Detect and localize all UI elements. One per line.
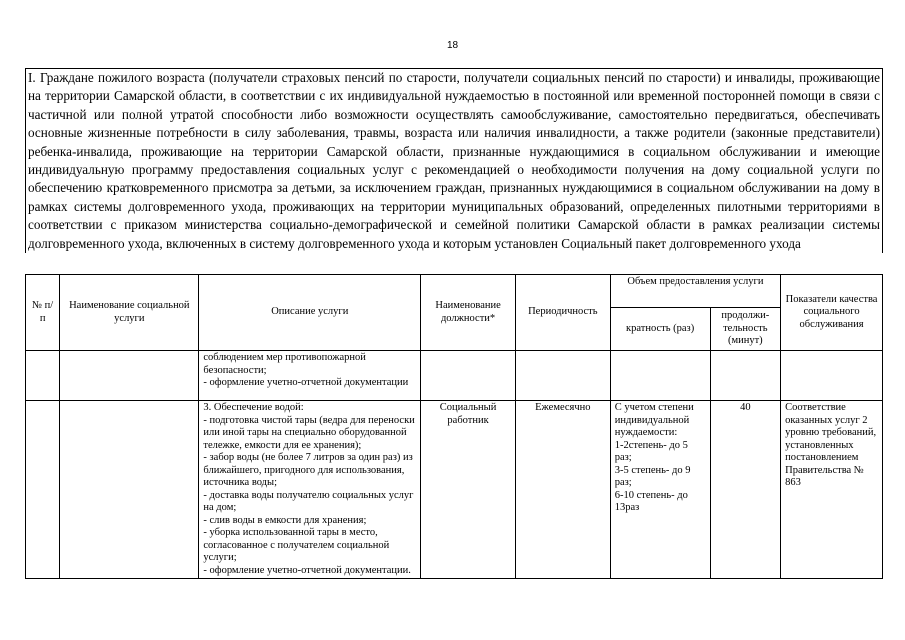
description-line: 3. Обеспечение водой: xyxy=(203,402,304,413)
table-row xyxy=(26,351,883,401)
cell-duration: 40 xyxy=(710,401,781,579)
table-row xyxy=(26,401,883,579)
cell-description xyxy=(199,401,421,579)
cell-duration xyxy=(710,351,781,401)
header-volume: Объем предоставления услуги xyxy=(610,275,780,308)
description-line: - подготовка чистой тары (ведра для переноски или иной тары на специально оборудованной тележке, емкости для ее хранения); xyxy=(203,414,415,451)
cell-service-name xyxy=(60,351,199,401)
header-periodicity: Периодичность xyxy=(515,275,610,351)
cell-service-name xyxy=(60,401,199,579)
description-line: - оформление учетно-отчетной документации xyxy=(203,377,409,388)
header-num: № п/п xyxy=(26,275,60,351)
frequency-line: 1-2степень- до 5 раз; xyxy=(614,439,688,463)
header-frequency: кратность (раз) xyxy=(610,308,710,351)
cell-position xyxy=(421,351,516,401)
description-line: - оформление учетно-отчетной документации. xyxy=(203,564,411,576)
description-line: - уборка использованной тары в место, согласованное с получателем социальной услуги; xyxy=(203,527,390,563)
cell-periodicity xyxy=(515,351,610,401)
header-position: Наименование должности* xyxy=(421,275,516,351)
description-line: - слив воды в емкости для хранения; xyxy=(203,514,367,526)
header-quality: Показатели качества социального обслуживания xyxy=(781,275,883,351)
cell-position: Социальный работник xyxy=(421,401,516,579)
frequency-line: С учетом степени индивидуальной нуждаемости: xyxy=(614,402,694,438)
frequency-line: 6-10 степень- до 13раз xyxy=(614,489,688,513)
description-line: соблюдением мер противопожарной безопасности; xyxy=(203,352,366,376)
cell-num xyxy=(26,401,60,579)
description-line: - доставка воды получателю социальных услуг на дом; xyxy=(203,489,414,513)
cell-quality: Соответствие оказанных услуг 2 уровню требований, установленных постановлением Правительства № 863 xyxy=(781,401,883,579)
frequency-line: 3-5 степень- до 9 раз; xyxy=(614,464,691,488)
cell-quality xyxy=(781,351,883,401)
cell-periodicity: Ежемесячно xyxy=(515,401,610,579)
cell-description xyxy=(199,351,421,401)
header-duration: продолжи-тельность (минут) xyxy=(710,308,781,351)
services-table xyxy=(25,274,883,579)
cell-frequency xyxy=(610,401,710,579)
header-service-name: Наименование социальной услуги xyxy=(60,275,199,351)
cell-num xyxy=(26,351,60,401)
header-description: Описание услуги xyxy=(199,275,421,351)
table-header-row xyxy=(26,275,883,308)
page-number: 18 xyxy=(446,40,459,51)
description-line: - забор воды (не более 7 литров за один раз) из ближайшего, пригодного для использования, источника воды; xyxy=(203,452,413,488)
category-description: I. Граждане пожилого возраста (получатели страховых пенсий по старости, получатели социальных пенсий по старости) и инвалиды, проживающие на территории Самарской области, в соответствии с их индивидуальной нуждаемостью в постоянной или временной посторонней помощи в связи с частичной или полной утратой способности либо возможности осуществлять самообслуживание, самостоятельно передвигаться, обеспечивать основные жизненные потребности в силу заболевания, травмы, возраста или наличия инвалидности, а также родители (законные представители) ребенка-инвалида, проживающие на территории Самарской области, признанные нуждающимися в социальном обслуживании и имеющие индивидуальную программу предоставления социальных услуг с рекомендацией о необходимости получения на дому социальной услуги по обеспечению кратковременного присмотра за детьми, за исключением граждан, признанных нуждающимися в социальном обслуживании на дому в рамках системы долговременного ухода, проживающих на территории муниципальных образований, определенных пилотными территориями в соответствии с приказом министерства социально-демографической и семейной политики Самарской области в рамках реализации системы долговременного ухода, включенных в систему долговременного ухода и которым установлен Социальный пакет долговременного ухода xyxy=(25,68,883,253)
cell-frequency xyxy=(610,351,710,401)
